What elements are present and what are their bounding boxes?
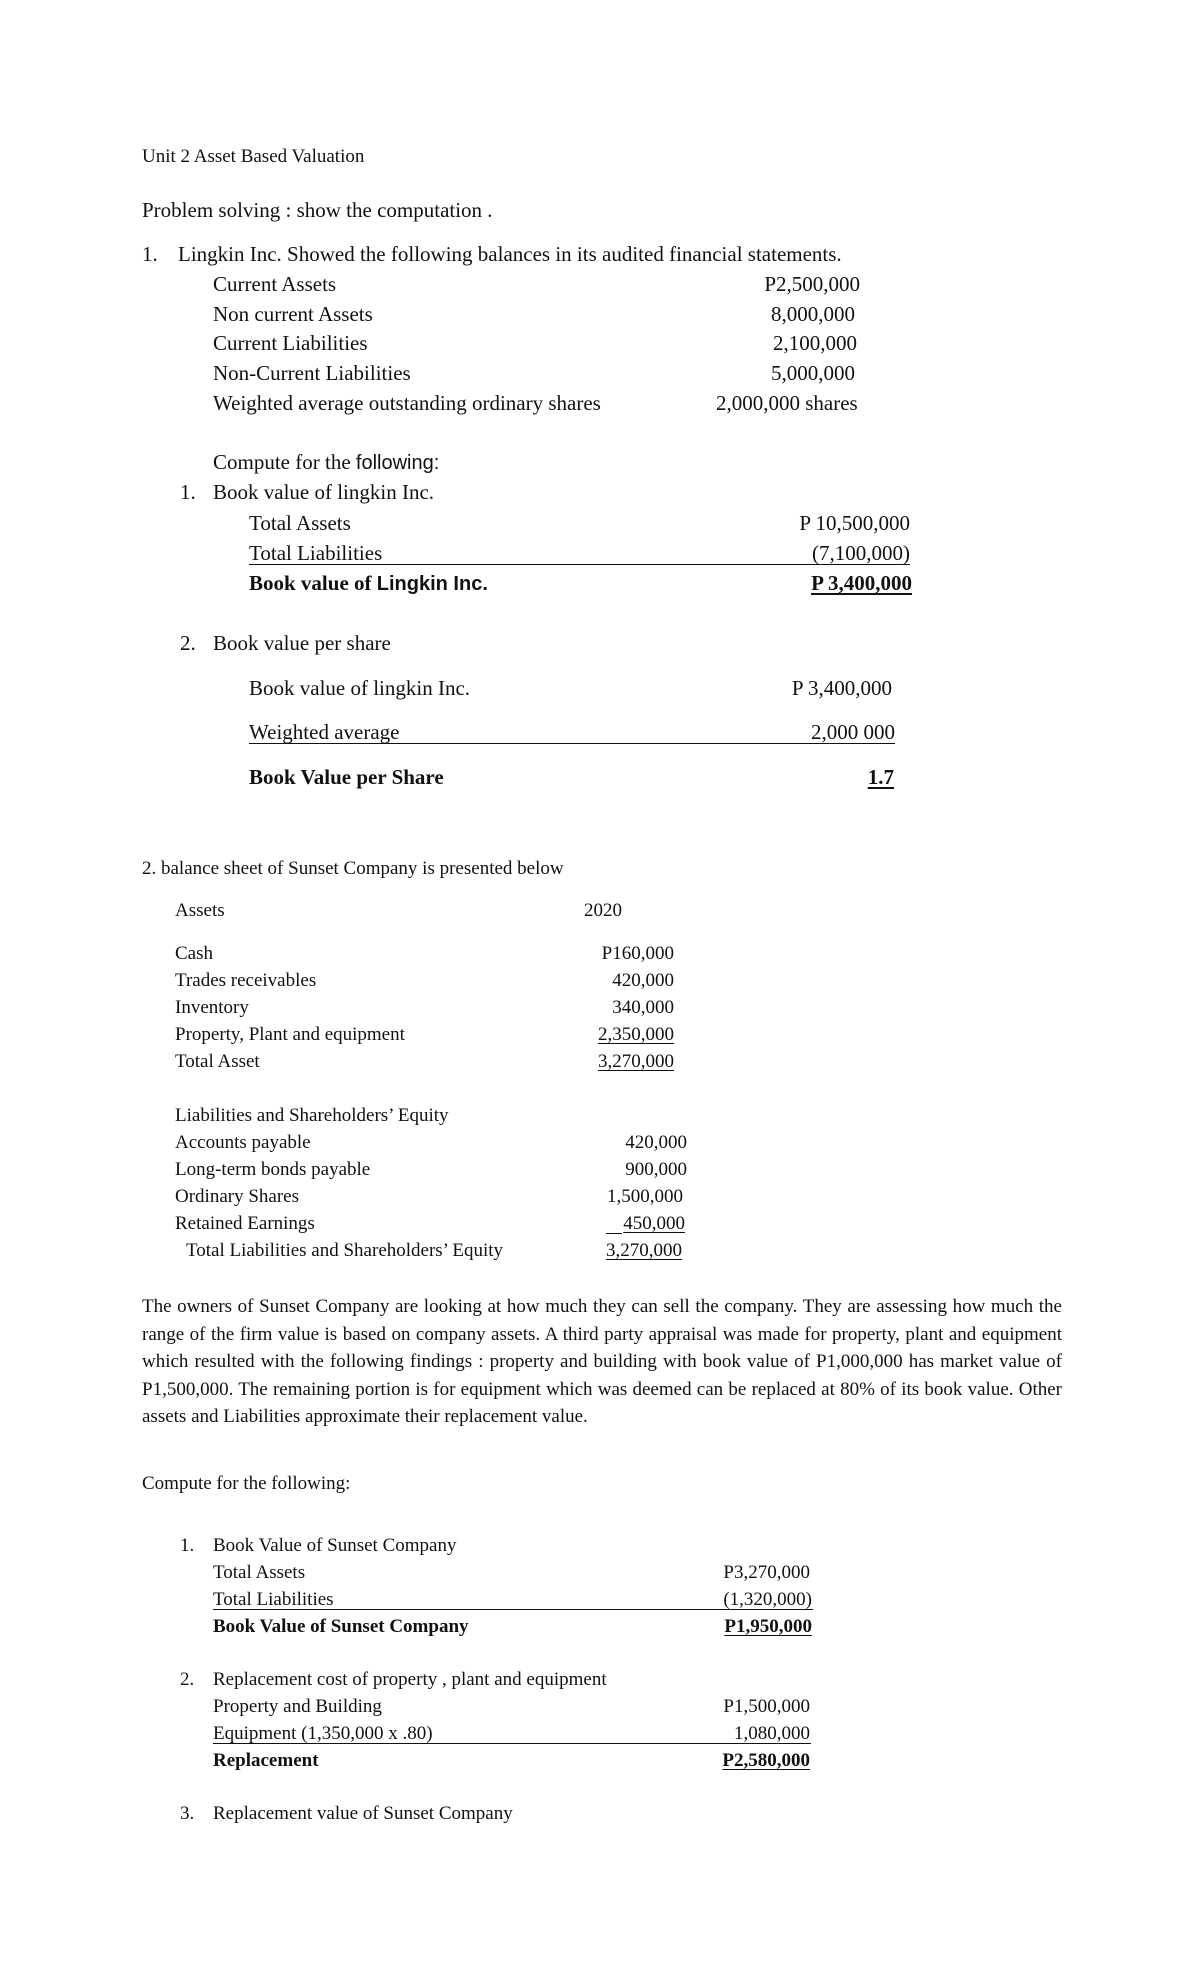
book-value-label: Book value of lingkin Inc. (249, 676, 471, 700)
book-value-label-a: Book value of (249, 571, 377, 595)
underline-rule (213, 1609, 813, 1610)
asset-value: 420,000 (612, 970, 674, 991)
book-value-label: Book Value of Sunset Company (213, 1616, 469, 1637)
asset-label: Trades receivables (175, 970, 317, 991)
year-header: 2020 (584, 900, 622, 921)
question-title: Book Value of Sunset Company (213, 1535, 457, 1556)
liability-value: 420,000 (625, 1132, 687, 1153)
equipment-value: 1,080,000 (734, 1723, 810, 1744)
liability-value: 1,500,000 (607, 1186, 683, 1207)
question-title: Replacement value of Sunset Company (213, 1803, 513, 1824)
liability-label: Retained Earnings (175, 1213, 315, 1234)
question-number: 1. (180, 1535, 195, 1556)
total-liabilities-label: Total Liabilities (213, 1589, 334, 1610)
balance-value: 2,100,000 (773, 331, 857, 355)
compute-word: following: (355, 452, 440, 474)
total-assets-value: P3,270,000 (723, 1562, 810, 1583)
total-assets-label: Total Assets (249, 511, 351, 535)
underline-rule (249, 564, 910, 565)
liability-value: 450,000 (623, 1213, 685, 1234)
liability-label: Ordinary Shares (175, 1186, 299, 1207)
weighted-average-value: 2,000 000 (811, 720, 895, 744)
book-value-per-share-result: 1.7 (867, 765, 894, 789)
assets-header: Assets (175, 900, 225, 921)
question-number: 2. (180, 1669, 195, 1690)
book-value-per-share-label: Book Value per Share (249, 765, 444, 789)
compute-heading (213, 452, 439, 473)
book-value-value: P 3,400,000 (791, 676, 892, 700)
balance-label: Non-Current Liabilities (213, 361, 411, 385)
question-title: Book value of lingkin Inc. (213, 480, 435, 504)
liabilities-header: Liabilities and Shareholders’ Equity (175, 1105, 449, 1126)
compute-heading: Compute for the following: (142, 1473, 351, 1494)
book-value-label (249, 573, 488, 594)
case-paragraph: The owners of Sunset Company are looking at how much they can sell the company. They are assessing how much the range of the firm value is based on company assets. A third party appraisal was made for property, plant and equipment which resulted with the following findings : property and building with book value of P1,000,000 has market value of P1,500,000. The remaining portion is for equipment which was deemed can be replaced at 80% of its book value. Other assets and Liabilities approximate their replacement value. (142, 1296, 1062, 1427)
balance-label: Non current Assets (213, 302, 373, 326)
asset-value: P160,000 (601, 943, 674, 964)
total-assets-value: P 10,500,000 (799, 511, 910, 535)
compute-prefix: Compute for the (213, 450, 356, 474)
total-liabilities-value: (1,320,000) (723, 1589, 812, 1610)
balance-value: 8,000,000 (771, 302, 855, 326)
underline-rule (249, 743, 895, 744)
book-value-result: P1,950,000 (724, 1616, 812, 1637)
asset-label: Property, Plant and equipment (175, 1024, 405, 1045)
total-assets-label: Total Assets (213, 1562, 306, 1583)
instruction-text: Problem solving : show the computation . (142, 198, 493, 222)
balance-label: Weighted average outstanding ordinary shares (213, 391, 601, 415)
underline-rule (213, 1743, 811, 1744)
property-building-label: Property and Building (213, 1696, 382, 1717)
liability-label: Long-term bonds payable (175, 1159, 371, 1180)
problem-1-intro: Lingkin Inc. Showed the following balances in its audited financial statements. (178, 242, 842, 266)
equipment-label: Equipment (1,350,000 x .80) (213, 1723, 433, 1744)
balance-value: P2,500,000 (764, 272, 860, 296)
liability-total-value: 3,270,000 (606, 1240, 682, 1261)
balance-value: 5,000,000 (771, 361, 855, 385)
question-number: 1. (180, 480, 196, 504)
property-building-value: P1,500,000 (723, 1696, 810, 1717)
total-liabilities-value: (7,100,000) (812, 541, 910, 565)
balance-label: Current Assets (213, 272, 337, 296)
liability-label: Accounts payable (175, 1132, 311, 1153)
problem-2-intro: 2. balance sheet of Sunset Company is presented below (142, 858, 564, 879)
liability-value: 900,000 (625, 1159, 687, 1180)
problem-1-number: 1. (142, 242, 158, 266)
replacement-label: Replacement (213, 1750, 319, 1771)
underline-rule (606, 1233, 622, 1234)
replacement-result: P2,580,000 (722, 1750, 810, 1771)
question-title: Replacement cost of property , plant and equipment (213, 1669, 607, 1690)
question-number: 2. (180, 631, 196, 655)
asset-value: 2,350,000 (598, 1024, 674, 1045)
balance-value: 2,000,000 shares (716, 391, 858, 415)
weighted-average-label: Weighted average (249, 720, 400, 744)
balance-label: Current Liabilities (213, 331, 368, 355)
asset-label: Total Asset (175, 1051, 260, 1072)
liability-total-label: Total Liabilities and Shareholders’ Equity (186, 1240, 504, 1261)
book-value-result: P 3,400,000 (811, 571, 912, 595)
document-header: Unit 2 Asset Based Valuation (142, 146, 365, 167)
asset-value: 340,000 (612, 997, 674, 1018)
question-number: 3. (180, 1803, 195, 1824)
book-value-label-b: Lingkin Inc. (376, 573, 488, 595)
total-liabilities-label: Total Liabilities (249, 541, 383, 565)
asset-value: 3,270,000 (598, 1051, 674, 1072)
asset-label: Inventory (175, 997, 249, 1018)
asset-label: Cash (175, 943, 213, 964)
question-title: Book value per share (213, 631, 391, 655)
